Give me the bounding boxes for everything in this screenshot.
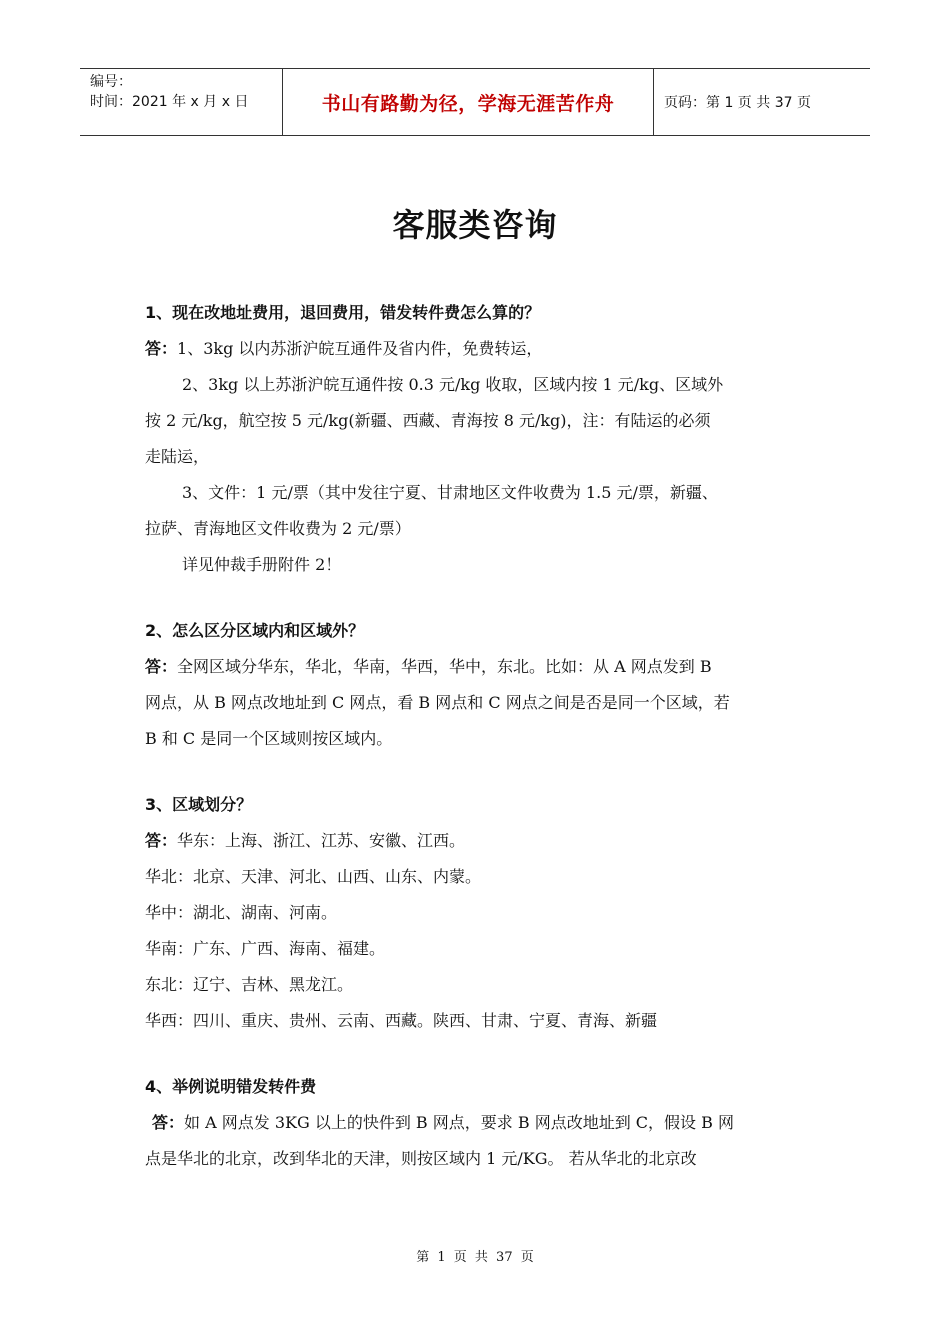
answer-text: 华东：上海、浙江、江苏、安徽、江西。	[177, 831, 466, 850]
answer-3-line-3: 华中：湖北、湖南、河南。	[145, 903, 338, 922]
answer-3-line-4: 华南：广东、广西、海南、福建。	[145, 939, 386, 958]
answer-2-line-2: 网点，从 B 网点改地址到 C 网点，看 B 网点和 C 网点之间是否是同一个区域，若	[145, 693, 730, 712]
answer-text: 全网区域分华东，华北，华南，华西，华中，东北。比如：从 A 网点发到 B	[177, 657, 712, 676]
answer-label: 答：	[152, 1113, 185, 1132]
answer-label: 答：	[145, 831, 178, 850]
answer-1-line-3: 按 2 元/kg，航空按 5 元/kg(新疆、西藏、青海按 8 元/kg)，注：有陆运的必须	[145, 411, 711, 430]
document-time-label: 时间：2021 年 x 月 x 日	[90, 94, 249, 110]
answer-2-line-3: B 和 C 是同一个区域则按区域内。	[145, 729, 393, 748]
answer-4-line-1	[145, 1108, 815, 1144]
answer-3-line-1	[145, 826, 815, 862]
page-footer: 第 1 页 共 37 页	[416, 1250, 534, 1265]
question-3: 3、区域划分？	[145, 795, 253, 814]
answer-1-line-7: 详见仲裁手册附件 2！	[182, 555, 342, 574]
document-number-label: 编号：	[90, 74, 132, 90]
answer-label: 答：	[145, 657, 178, 676]
answer-3-line-2: 华北：北京、天津、河北、山西、山东、内蒙。	[145, 867, 482, 886]
answer-1-line-4: 走陆运，	[145, 447, 210, 466]
answer-1-line-1	[145, 334, 815, 370]
answer-text: 如 A 网点发 3KG 以上的快件到 B 网点，要求 B 网点改地址到 C，假设 B 网	[184, 1113, 734, 1132]
question-2: 2、怎么区分区域内和区域外？	[145, 621, 365, 640]
answer-3-line-6: 华西：四川、重庆、贵州、云南、西藏。陕西、甘肃、宁夏、青海、新疆	[145, 1011, 658, 1030]
answer-label: 答：	[145, 339, 178, 358]
question-1: 1、现在改地址费用，退回费用，错发转件费怎么算的？	[145, 303, 541, 322]
question-4: 4、举例说明错发转件费	[145, 1077, 317, 1096]
page-header	[80, 68, 870, 136]
document-title: 客服类咨询	[392, 206, 558, 244]
answer-text: 1、3kg 以内苏浙沪皖互通件及省内件，免费转运，	[177, 339, 543, 358]
header-motto: 书山有路勤为径，学海无涯苦作舟	[282, 69, 654, 135]
answer-1-line-2: 2、3kg 以上苏浙沪皖互通件按 0.3 元/kg 收取，区域内按 1 元/kg、区域外	[182, 375, 724, 394]
header-page-info: 页码：第 1 页 共 37 页	[664, 95, 811, 111]
header-meta-cell	[80, 69, 282, 135]
answer-1-line-5: 3、文件：1 元/票（其中发往宁夏、甘肃地区文件收费为 1.5 元/票，新疆、	[182, 483, 718, 502]
answer-3-line-5: 东北：辽宁、吉林、黑龙江。	[145, 975, 354, 994]
document-body	[145, 298, 815, 1180]
answer-1-line-6: 拉萨、青海地区文件收费为 2 元/票）	[145, 519, 411, 538]
answer-4-line-2: 点是华北的北京，改到华北的天津，则按区域内 1 元/KG。 若从华北的北京改	[145, 1149, 697, 1168]
answer-2-line-1	[145, 652, 815, 688]
